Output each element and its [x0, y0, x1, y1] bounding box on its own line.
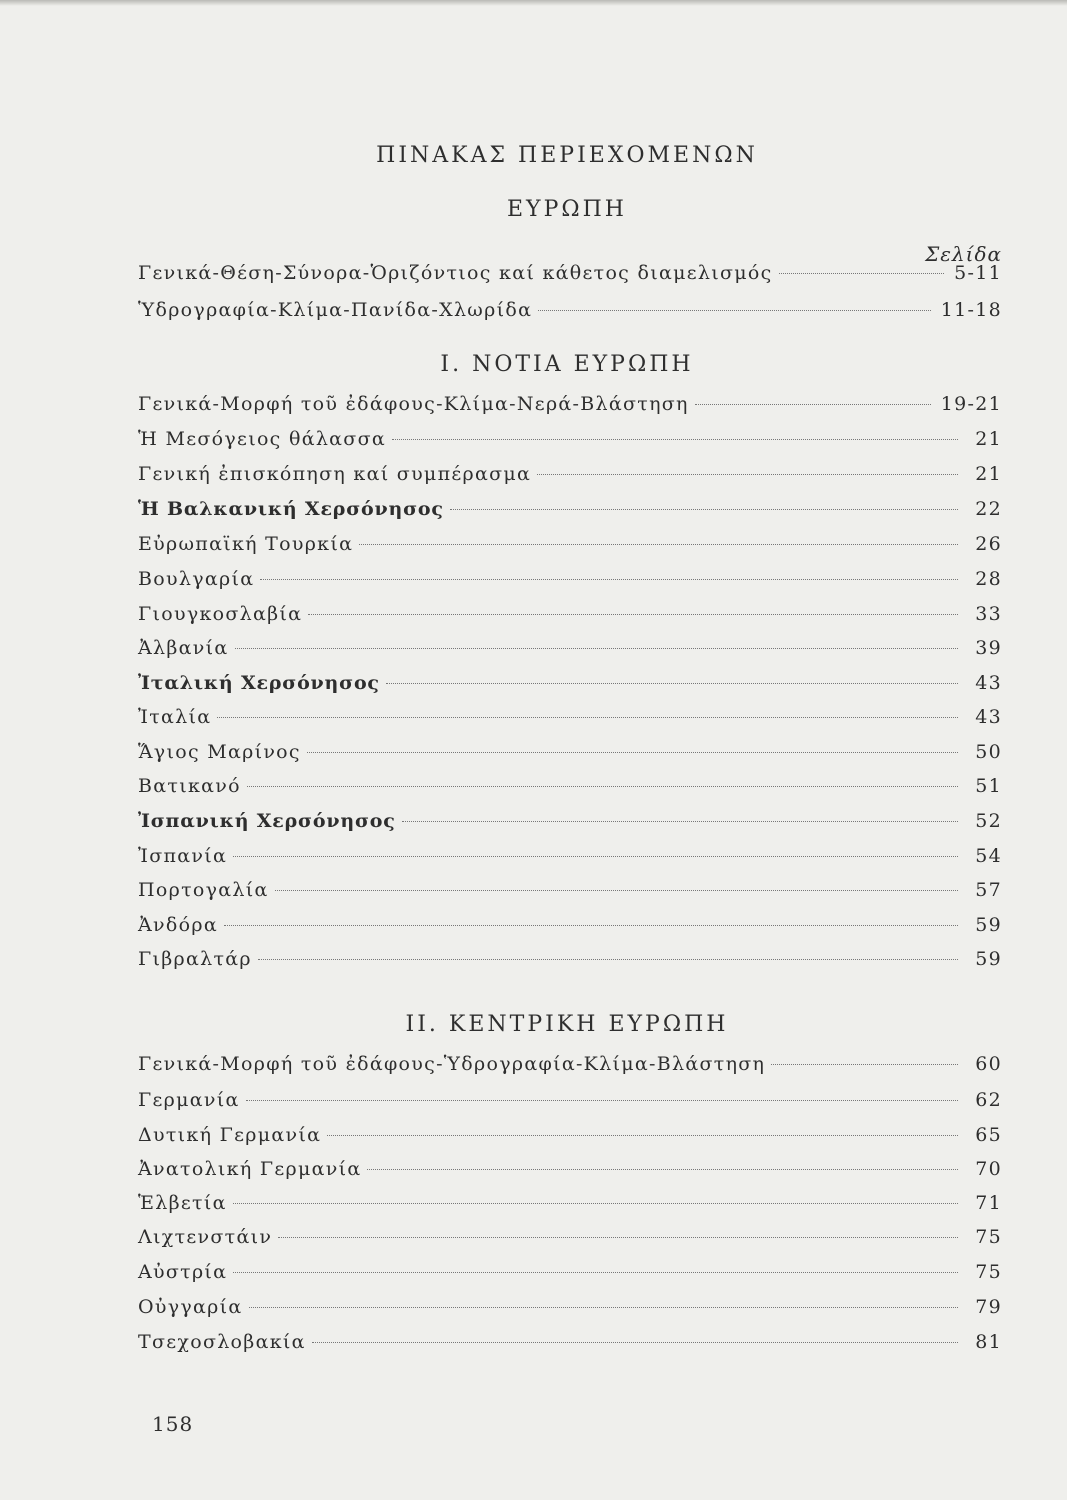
- dot-leader: [327, 1135, 958, 1136]
- dot-leader: [249, 1307, 958, 1308]
- dot-leader: [402, 821, 958, 822]
- dot-leader: [771, 1064, 958, 1065]
- dot-leader: [247, 786, 958, 787]
- section-heading-central-europe: II. ΚΕΝΤΡΙΚΗ ΕΥΡΩΠΗ: [405, 1012, 729, 1037]
- dot-leader: [386, 683, 958, 684]
- dot-leader: [392, 439, 958, 440]
- dot-leader: [312, 1342, 958, 1343]
- dot-leader: [695, 404, 931, 405]
- page-number: 158: [152, 1412, 194, 1436]
- toc-entry: Ἑλβετία 71: [138, 1192, 1002, 1214]
- dot-leader: [538, 310, 931, 311]
- dot-leader: [779, 273, 945, 274]
- dot-leader: [275, 890, 958, 891]
- toc-entry: Γενικά-Μορφή τοῦ ἐδάφους-Ὑδρογραφία-Κλίμα-Βλάστηση 60: [138, 1053, 1002, 1075]
- toc-entry: Τσεχοσλοβακία 81: [138, 1331, 1002, 1353]
- dot-leader: [246, 1100, 958, 1101]
- toc-entry: Ὑδρογραφία-Κλίμα-Πανίδα-Χλωρίδα 11-18: [138, 299, 1002, 321]
- toc-entry: Ἰταλία 43: [138, 706, 1002, 728]
- toc-entry-heading: Ἰσπανική Χερσόνησος 52: [138, 810, 1002, 832]
- toc-entry: Αὐστρία 75: [138, 1261, 1002, 1283]
- page-column-header: Σελίδα: [925, 242, 1002, 266]
- dot-leader: [450, 509, 958, 510]
- toc-entry: Γενικά-Μορφή τοῦ ἐδάφους-Κλίμα-Νερά-Βλάστηση 19-21: [138, 393, 1002, 415]
- toc-entry: Ἅγιος Μαρίνος 50: [138, 741, 1002, 763]
- page-title: ΠΙΝΑΚΑΣ ΠΕΡΙΕΧΟΜΕΝΩΝ: [376, 143, 758, 168]
- toc-entry: Γερμανία 62: [138, 1089, 1002, 1111]
- toc-entry: Δυτική Γερμανία 65: [138, 1124, 1002, 1146]
- toc-entry: Ἡ Μεσόγειος θάλασσα 21: [138, 428, 1002, 450]
- dot-leader: [233, 856, 958, 857]
- dot-leader: [233, 1203, 958, 1204]
- toc-entry: Πορτογαλία 57: [138, 879, 1002, 901]
- toc-entry: Ἀνατολική Γερμανία 70: [138, 1158, 1002, 1180]
- dot-leader: [217, 717, 958, 718]
- toc-entry-heading: Ἰταλική Χερσόνησος 43: [138, 672, 1002, 694]
- toc-entry: Βατικανό 51: [138, 775, 1002, 797]
- dot-leader: [307, 752, 958, 753]
- page-edge: [0, 0, 1067, 6]
- toc-entry: Γενικά-Θέση-Σύνορα-Ὁριζόντιος καί κάθετος διαμελισμός 5-11: [138, 262, 1002, 284]
- dot-leader: [367, 1169, 958, 1170]
- section-heading-south-europe: I. ΝΟΤΙΑ ΕΥΡΩΠΗ: [440, 352, 694, 377]
- toc-entry: Ἰσπανία 54: [138, 845, 1002, 867]
- toc-entry: Ἀνδόρα 59: [138, 914, 1002, 936]
- dot-leader: [258, 959, 958, 960]
- toc-entry: Εὐρωπαϊκή Τουρκία 26: [138, 533, 1002, 555]
- toc-entry: Γιουγκοσλαβία 33: [138, 603, 1002, 625]
- dot-leader: [224, 925, 958, 926]
- dot-leader: [537, 474, 958, 475]
- toc-entry: Γιβραλτάρ 59: [138, 948, 1002, 970]
- toc-entry: Ἀλβανία 39: [138, 637, 1002, 659]
- toc-entry: Γενική ἐπισκόπηση καί συμπέρασμα 21: [138, 463, 1002, 485]
- dot-leader: [308, 614, 958, 615]
- dot-leader: [233, 1272, 958, 1273]
- toc-entry: Βουλγαρία 28: [138, 568, 1002, 590]
- dot-leader: [359, 544, 958, 545]
- dot-leader: [260, 579, 958, 580]
- toc-entry: Οὐγγαρία 79: [138, 1296, 1002, 1318]
- toc-entry: Λιχτενστάιν 75: [138, 1226, 1002, 1248]
- toc-entry-heading: Ἡ Βαλκανική Χερσόνησος 22: [138, 498, 1002, 520]
- section-heading-europe: ΕΥΡΩΠΗ: [507, 197, 627, 222]
- dot-leader: [235, 648, 958, 649]
- dot-leader: [278, 1237, 958, 1238]
